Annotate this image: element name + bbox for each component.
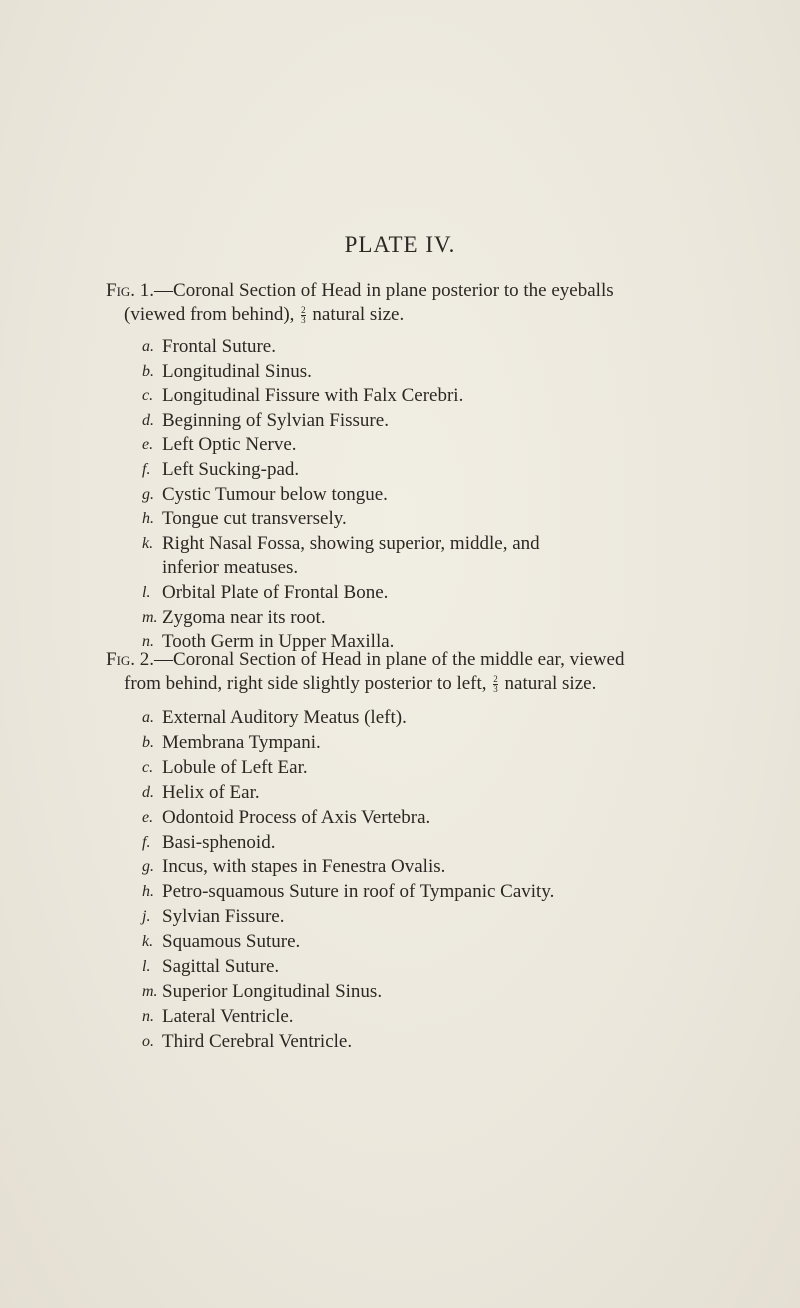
legend-text-continuation: inferior meatuses. bbox=[162, 557, 299, 579]
legend-text: Odontoid Process of Axis Vertebra. bbox=[162, 806, 431, 828]
legend-text: Superior Longitudinal Sinus. bbox=[162, 980, 383, 1002]
figure-1-scale-fraction bbox=[301, 306, 306, 325]
legend-letter: n. bbox=[142, 1007, 154, 1025]
legend-item bbox=[142, 384, 706, 409]
legend-letter: l. bbox=[142, 583, 151, 601]
figure-2-label: Fig. bbox=[106, 649, 136, 670]
legend-item bbox=[142, 706, 706, 731]
legend-letter: a. bbox=[142, 709, 154, 726]
figure-1-heading bbox=[106, 279, 706, 327]
legend-letter: d. bbox=[142, 783, 154, 801]
figure-2-heading-line1: —Coronal Section of Head in plane of the middle ear, viewed bbox=[154, 649, 625, 670]
legend-text: Lateral Ventricle. bbox=[162, 1005, 294, 1027]
legend-text: Cystic Tumour below tongue. bbox=[162, 483, 388, 505]
figure-2-heading bbox=[106, 648, 706, 696]
figure-2-number: 2. bbox=[139, 649, 155, 670]
legend-letter: f. bbox=[142, 833, 151, 851]
legend-item bbox=[142, 483, 706, 508]
legend-item bbox=[142, 806, 706, 831]
legend-text: Longitudinal Sinus. bbox=[162, 360, 312, 382]
fraction-numerator: 2 bbox=[493, 674, 498, 685]
legend-item bbox=[142, 335, 706, 360]
legend-letter: g. bbox=[142, 858, 154, 876]
legend-letter: h. bbox=[142, 510, 154, 528]
figure-2-scale-fraction bbox=[493, 675, 498, 694]
legend-text: Beginning of Sylvian Fissure. bbox=[162, 409, 389, 431]
legend-letter: m. bbox=[142, 608, 158, 626]
legend-letter: c. bbox=[142, 387, 154, 405]
figure-2-heading-line2-end: natural size. bbox=[504, 673, 597, 694]
legend-item bbox=[142, 781, 706, 806]
figure-1-heading-line2-end: natural size. bbox=[312, 304, 405, 325]
legend-text: Squamous Suture. bbox=[162, 931, 301, 953]
legend-text: Frontal Suture. bbox=[162, 336, 276, 357]
legend-text: Tooth Germ in Upper Maxilla. bbox=[162, 631, 395, 653]
legend-text: Basi-sphenoid. bbox=[162, 831, 276, 853]
legend-letter: b. bbox=[142, 733, 154, 751]
legend-letter: e. bbox=[142, 808, 154, 826]
legend-item bbox=[142, 458, 706, 483]
legend-item bbox=[142, 930, 706, 955]
legend-item bbox=[142, 507, 706, 532]
figure-1-label: Fig. bbox=[106, 280, 136, 301]
fraction-numerator: 2 bbox=[301, 305, 306, 316]
legend-letter: c. bbox=[142, 758, 154, 776]
legend-letter: k. bbox=[142, 534, 154, 552]
legend-text: External Auditory Meatus (left). bbox=[162, 707, 407, 728]
legend-letter: n. bbox=[142, 633, 154, 651]
legend-letter: d. bbox=[142, 411, 154, 429]
legend-item bbox=[142, 955, 706, 980]
legend-letter: l. bbox=[142, 958, 151, 976]
legend-item bbox=[142, 1005, 706, 1030]
legend-letter: f. bbox=[142, 460, 151, 478]
figure-1-heading-line1: —Coronal Section of Head in plane posterior to the eyeballs bbox=[154, 280, 614, 301]
legend-item bbox=[142, 855, 706, 880]
legend-item bbox=[142, 581, 706, 606]
legend-text: Longitudinal Fissure with Falx Cerebri. bbox=[162, 385, 464, 407]
legend-text: Membrana Tympani. bbox=[162, 731, 321, 753]
legend-letter: m. bbox=[142, 982, 158, 1000]
legend-text: Third Cerebral Ventricle. bbox=[162, 1030, 353, 1052]
plate-title: PLATE IV. bbox=[344, 232, 456, 257]
legend-item bbox=[142, 756, 706, 781]
legend-text: Petro-squamous Suture in roof of Tympanic Cavity. bbox=[162, 881, 555, 903]
legend-letter: b. bbox=[142, 362, 154, 380]
legend-letter: o. bbox=[142, 1032, 154, 1050]
legend-text: Left Optic Nerve. bbox=[162, 434, 297, 456]
legend-item bbox=[142, 433, 706, 458]
legend-text: Left Sucking-pad. bbox=[162, 458, 300, 480]
legend-text: Zygoma near its root. bbox=[162, 606, 326, 628]
legend-text: Incus, with stapes in Fenestra Ovalis. bbox=[162, 856, 446, 878]
legend-letter: k. bbox=[142, 933, 154, 951]
legend-item bbox=[142, 532, 706, 581]
legend-text: Lobule of Left Ear. bbox=[162, 756, 308, 778]
figure-2-heading-line2 bbox=[106, 672, 706, 696]
legend-text: Sagittal Suture. bbox=[162, 956, 280, 978]
legend-letter: g. bbox=[142, 485, 154, 503]
legend-item bbox=[142, 1030, 706, 1055]
figure-1-legend-list bbox=[106, 335, 706, 655]
legend-item bbox=[142, 880, 706, 905]
figure-2-legend-list bbox=[106, 706, 706, 1055]
figure-1-number: 1. bbox=[139, 280, 155, 301]
fraction-denominator: 3 bbox=[493, 684, 498, 695]
figure-1-heading-line2 bbox=[106, 303, 706, 327]
legend-text: Helix of Ear. bbox=[162, 781, 260, 803]
legend-letter: h. bbox=[142, 883, 154, 901]
figure-1-heading-line2-start: (viewed from behind), bbox=[124, 304, 295, 325]
legend-text: Orbital Plate of Frontal Bone. bbox=[162, 581, 389, 603]
legend-item bbox=[142, 409, 706, 434]
fraction-denominator: 3 bbox=[301, 315, 306, 326]
legend-letter: e. bbox=[142, 436, 154, 454]
figure-2-heading-line2-start: from behind, right side slightly posterior to left, bbox=[124, 673, 487, 694]
legend-item bbox=[142, 606, 706, 631]
legend-letter: j. bbox=[142, 908, 151, 926]
legend-text: Sylvian Fissure. bbox=[162, 906, 285, 928]
legend-item bbox=[142, 731, 706, 756]
legend-text: Right Nasal Fossa, showing superior, middle, and bbox=[162, 532, 540, 554]
figure-1-caption bbox=[106, 279, 706, 655]
legend-item bbox=[142, 831, 706, 856]
legend-text: Tongue cut transversely. bbox=[162, 508, 347, 530]
legend-item bbox=[142, 360, 706, 385]
legend-item bbox=[142, 905, 706, 930]
legend-letter: a. bbox=[142, 338, 154, 355]
legend-item bbox=[142, 980, 706, 1005]
figure-2-caption bbox=[106, 648, 706, 1055]
